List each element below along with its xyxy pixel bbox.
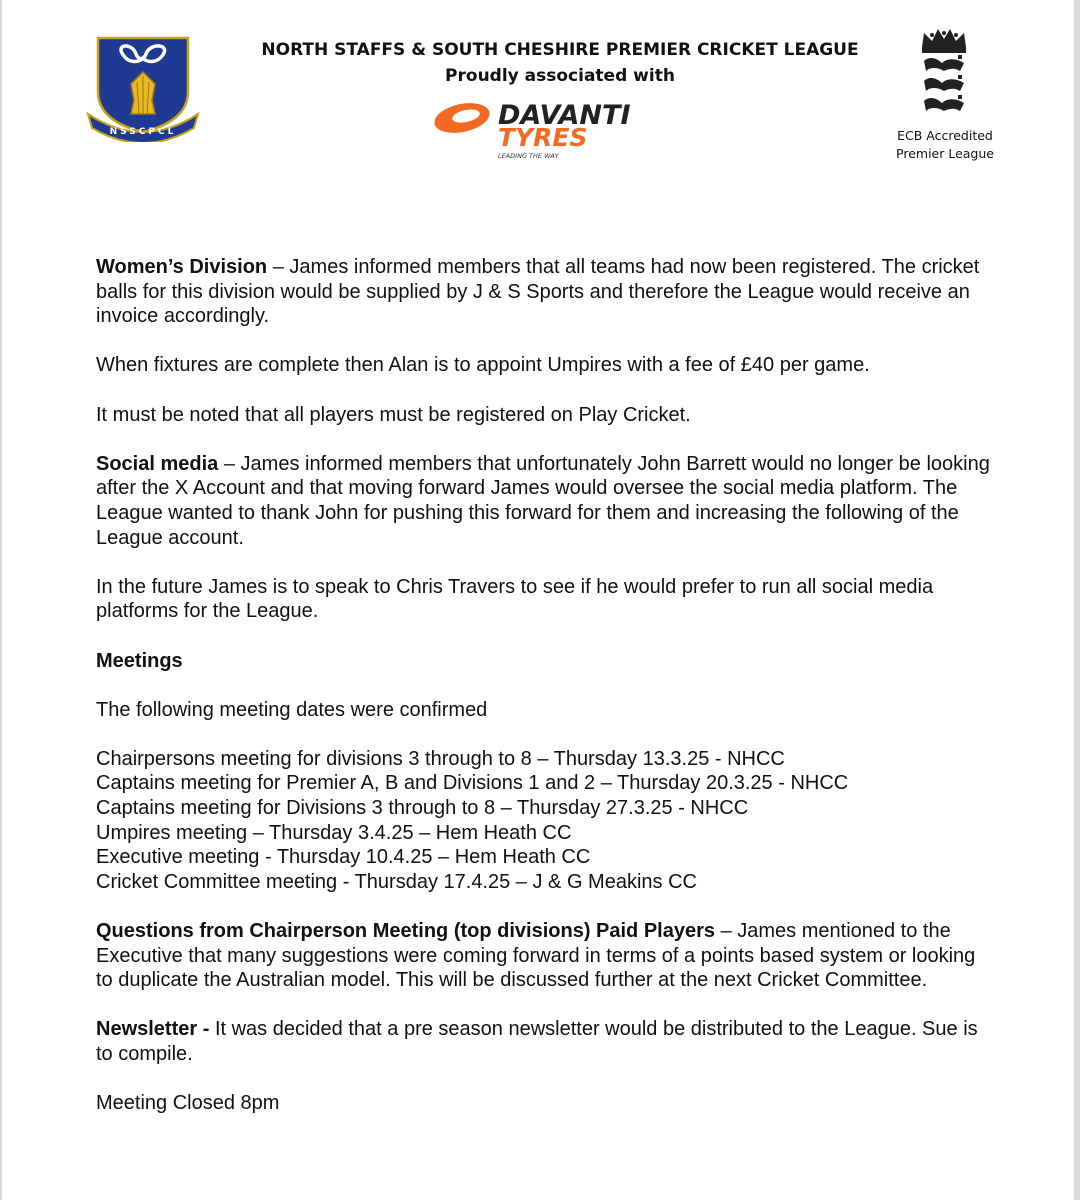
womens-division-heading: Women’s Division (96, 256, 268, 278)
meetings-intro: The following meeting dates were confirmed (96, 698, 488, 721)
social-media-text: James informed members that unfortunately John Barrett would no longer be looking after the X Account and that moving forward James would oversee the social media platform. The League wanted to thank John for pushing this forward for them and increasing the following of the League account. (96, 452, 990, 549)
svg-text:DAVANTI: DAVANTI (498, 100, 631, 131)
registration-note-paragraph: It must be noted that all players must be registered on Play Cricket. (96, 403, 691, 426)
svg-text:NSSCPCL: NSSCPCL (109, 127, 177, 137)
meeting-item: Executive meeting - Thursday 10.4.25 – Hem Heath CC (96, 846, 591, 869)
meeting-item: Captains meeting for Divisions 3 through to 8 – Thursday 27.3.25 - NHCC (96, 797, 749, 820)
questions-heading: Questions from Chairperson Meeting (top divisions) Paid Players (96, 920, 716, 943)
league-crest-logo (84, 34, 202, 142)
womens-division-text: James informed members that all teams had now been registered. The cricket balls for this division would be supplied by J & S Sports and therefore the League would receive an invoice accordingly. (96, 256, 980, 328)
ecb-crest-logo (912, 25, 976, 125)
ecb-caption-line2: Premier League (896, 146, 994, 161)
meeting-item: Captains meeting for Premier A, B and Divisions 1 and 2 – Thursday 20.3.25 - NHCC (96, 772, 849, 795)
meeting-item: Chairpersons meeting for divisions 3 through to 8 – Thursday 13.3.25 - NHCC (96, 747, 785, 770)
newsletter-heading: Newsletter - (96, 1018, 210, 1041)
umpires-fee-paragraph: When fixtures are complete then Alan is to appoint Umpires with a fee of £40 per game. (96, 354, 870, 377)
newsletter-text: It was decided that a pre season newsletter would be distributed to the League. Sue is to compile. (96, 1018, 978, 1065)
newsletter-paragraph (96, 1017, 996, 1066)
social-future-paragraph: In the future James is to speak to Chris Travers to see if he would prefer to run all social media platforms for the League. (96, 575, 934, 623)
sponsor-logo (432, 96, 652, 162)
questions-text: James mentioned to the Executive that many suggestions were coming forward in terms of a points based system or looking to duplicate the Australian model. This will be discussed further at the next Cricket Committee. (96, 920, 976, 992)
questions-paragraph (96, 919, 996, 993)
letterhead (0, 0, 1080, 240)
meeting-item: Umpires meeting – Thursday 3.4.25 – Hem Heath CC (96, 821, 572, 844)
svg-text:LEADING THE WAY: LEADING THE WAY (498, 152, 559, 160)
minutes-body (96, 255, 996, 1140)
social-media-heading: Social media (96, 452, 219, 475)
ecb-caption-line1: ECB Accredited (897, 128, 993, 143)
svg-text:TYRES: TYRES (498, 123, 588, 152)
social-media-paragraph (96, 452, 996, 550)
separator: – (267, 256, 290, 278)
separator: – (218, 452, 241, 475)
womens-division-paragraph (96, 255, 996, 329)
meetings-heading: Meetings (96, 649, 183, 672)
separator: – (715, 920, 738, 943)
meeting-item: Cricket Committee meeting - Thursday 17.4.25 – J & G Meakins CC (96, 870, 697, 893)
association-line: Proudly associated with (445, 66, 675, 86)
meeting-closed: Meeting Closed 8pm (96, 1092, 280, 1115)
league-title: NORTH STAFFS & SOUTH CHESHIRE PREMIER CRICKET LEAGUE (261, 40, 859, 60)
